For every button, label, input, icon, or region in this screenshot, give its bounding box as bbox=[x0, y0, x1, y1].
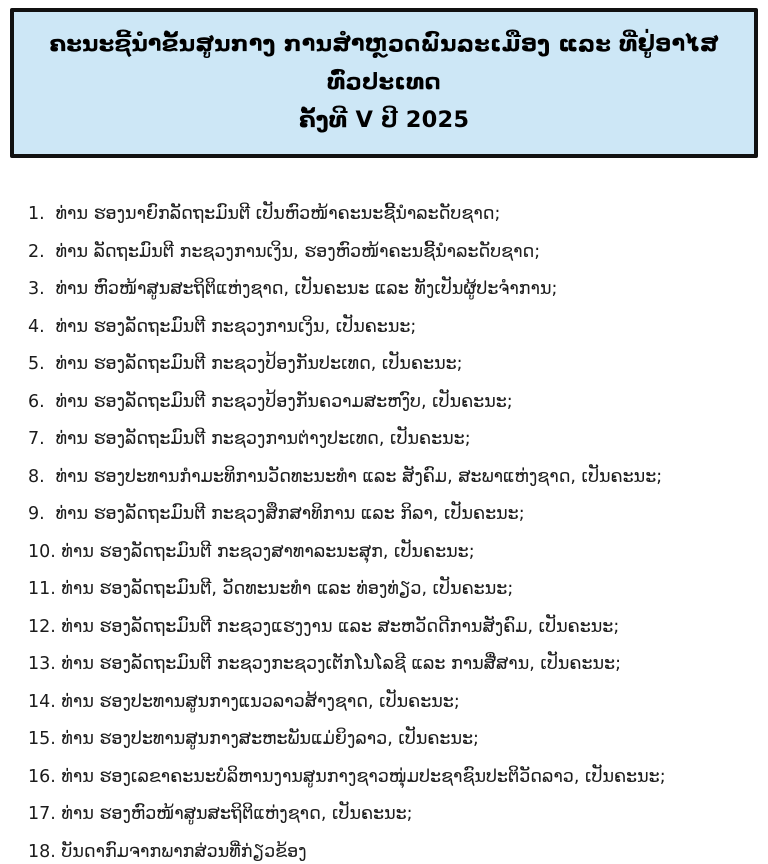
committee-member-list bbox=[10, 202, 758, 864]
list-item bbox=[28, 802, 738, 826]
list-item bbox=[28, 390, 738, 414]
list-item bbox=[28, 202, 738, 226]
item-text: ທ່ານ ຮອງລັດຖະມົນຕີ ກະຊວງການເງິນ, ເປັນຄະນະ; bbox=[55, 316, 417, 337]
list-item bbox=[28, 427, 738, 451]
item-number: 9. bbox=[28, 504, 45, 524]
item-number: 6. bbox=[28, 391, 45, 412]
list-item bbox=[28, 465, 738, 489]
item-text: ທ່ານ ຮອງລັດຖະມົນຕີ ກະຊວງແຮງງານ ແລະ ສະຫວັດດີການສັງຄົມ, ເປັນຄະນະ; bbox=[61, 616, 620, 637]
item-number: 11. bbox=[28, 579, 56, 599]
list-item bbox=[28, 615, 738, 639]
item-text: ທ່ານ ຮອງປະທານສູນກາງແນວລາວສ້າງຊາດ, ເປັນຄະນະ; bbox=[61, 691, 460, 712]
list-item bbox=[28, 502, 738, 526]
item-number: 7. bbox=[28, 429, 45, 449]
item-number: 13. bbox=[28, 654, 56, 674]
item-text: ທ່ານ ລັດຖະມົນຕີ ກະຊວງການເງິນ, ຮອງຫົວໜ້າຄະນຊີ້ນຳລະດັບຊາດ; bbox=[55, 241, 541, 262]
item-text: ທ່ານ ຮອງລັດຖະມົນຕີ, ວັດທະນະທຳ ແລະ ທ່ອງທ່ຽວ, ເປັນຄະນະ; bbox=[61, 579, 514, 599]
list-item bbox=[28, 652, 738, 676]
item-text: ທ່ານ ຮອງລັດຖະມົນຕີ ກະຊວງສາທາລະນະສຸກ, ເປັນຄະນະ; bbox=[61, 541, 475, 562]
list-item bbox=[28, 315, 738, 339]
item-number: 5. bbox=[28, 354, 45, 374]
list-item bbox=[28, 240, 738, 264]
item-number: 10. bbox=[28, 541, 56, 562]
item-text: ທ່ານ ຮອງລັດຖະມົນຕີ ກະຊວງປ້ອງກັນຄວາມສະຫງົບ, ເປັນຄະນະ; bbox=[55, 391, 513, 412]
item-number: 17. bbox=[28, 804, 56, 824]
title-banner bbox=[10, 8, 758, 158]
item-number: 2. bbox=[28, 241, 45, 262]
list-item bbox=[28, 840, 738, 864]
item-number: 4. bbox=[28, 316, 45, 337]
item-text: ທ່ານ ຮອງຫົວໜ້າສູນສະຖິຕິແຫ່ງຊາດ, ເປັນຄະນະ; bbox=[61, 804, 413, 824]
item-text: ທ່ານ ຮອງປະທານສູນກາງສະຫະພັນແມ່ຍິງລາວ, ເປັນຄະນະ; bbox=[61, 729, 479, 749]
item-number: 18. bbox=[28, 841, 56, 862]
item-text: ທ່ານ ຮອງນາຍົກລັດຖະມົນຕີ ເປັນຫົວໜ້າຄະນະຊີ້ນຳລະດັບຊາດ; bbox=[55, 204, 501, 224]
list-item bbox=[28, 765, 738, 789]
item-text: ທ່ານ ຮອງເລຂາຄະນະບໍລິຫານງານສູນກາງຊາວໜຸ່ມປະຊາຊົນປະຕິວັດລາວ, ເປັນຄະນະ; bbox=[61, 766, 666, 787]
item-number: 14. bbox=[28, 691, 56, 712]
item-text: ທ່ານ ຮອງລັດຖະມົນຕີ ກະຊວງປ້ອງກັນປະເທດ, ເປັນຄະນະ; bbox=[55, 354, 463, 374]
item-text: ທ່ານ ຮອງປະທານກຳມະທິການວັດທະນະທຳ ແລະ ສັງຄົມ, ສະພາແຫ່ງຊາດ, ເປັນຄະນະ; bbox=[55, 466, 663, 487]
item-number: 3. bbox=[28, 279, 45, 299]
item-number: 8. bbox=[28, 466, 45, 487]
list-item bbox=[28, 540, 738, 564]
title-line-2: ຄັ້ງທີ V ປີ 2025 bbox=[298, 107, 470, 133]
item-number: 16. bbox=[28, 766, 56, 787]
item-number: 12. bbox=[28, 616, 56, 637]
title-line-1: ຄະນະຊີ້ນຳຂັ້ນສູນກາງ ການສຳຫຼວດພົນລະເມືອງ ແລະ ທີ່ຢູ່ອາໄສທົ່ວປະເທດ bbox=[49, 31, 719, 95]
list-item bbox=[28, 727, 738, 751]
list-item bbox=[28, 352, 738, 376]
item-text: ທ່ານ ຮອງລັດຖະມົນຕີ ກະຊວງການຕ່າງປະເທດ, ເປັນຄະນະ; bbox=[55, 429, 471, 449]
item-number: 1. bbox=[28, 204, 45, 224]
item-number: 15. bbox=[28, 729, 56, 749]
item-text: ທ່ານ ຮອງລັດຖະມົນຕີ ກະຊວງກະຊວງເຕັກໂນໂລຊີ ແລະ ການສື່ສານ, ເປັນຄະນະ; bbox=[61, 654, 622, 674]
list-item bbox=[28, 690, 738, 714]
list-item bbox=[28, 577, 738, 601]
item-text: ທ່ານ ຮອງລັດຖະມົນຕີ ກະຊວງສຶກສາທິການ ແລະ ກິລາ, ເປັນຄະນະ; bbox=[55, 504, 525, 524]
item-text: ທ່ານ ຫົວໜ້າສູນສະຖິຕິແຫ່ງຊາດ, ເປັນຄະນະ ແລະ ທັງເປັນຜູ້ປະຈຳການ; bbox=[55, 279, 558, 299]
list-item bbox=[28, 277, 738, 301]
item-text: ບັນດາກົມຈາກພາກສ່ວນທີ່ກ່ຽວຂ້ອງ bbox=[61, 841, 307, 862]
